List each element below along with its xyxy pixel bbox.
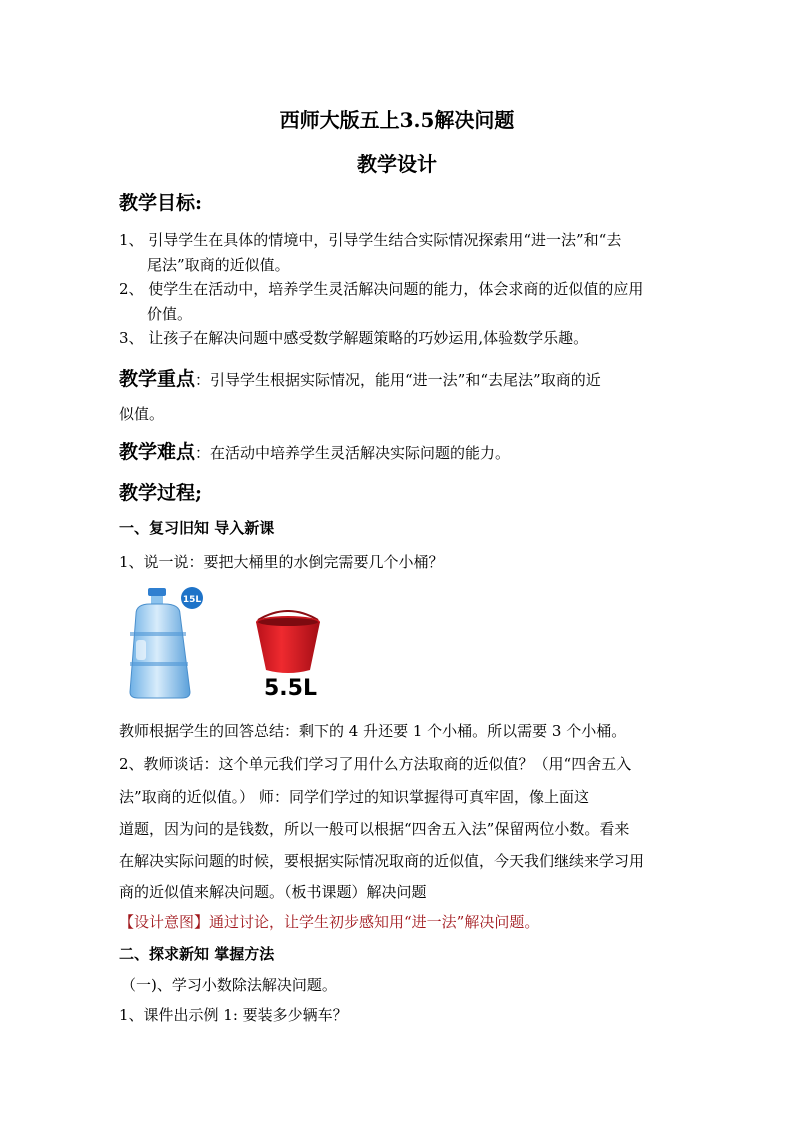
teacher-summary: 教师根据学生的回答总结：剩下的 4 升还要 1 个小桶。所以需要 3 个小桶。 (119, 722, 627, 740)
section1-title: 一、复习旧知 导入新课 (119, 519, 275, 537)
key-point-line1 (119, 364, 601, 391)
key-point-text: ：引导学生根据实际情况，能用“进一法”和“去尾法”取商的近 (195, 371, 601, 389)
objective-2-line2: 价值。 (147, 305, 193, 323)
difficulty-label: 教学难点 (119, 441, 196, 463)
document-subtitle: 教学设计 (357, 152, 437, 176)
process-heading: 教学过程; (119, 482, 203, 504)
objective-2-line1: 2、 使学生在活动中，培养学生灵活解决问题的能力，体会求商的近似值的应用 (119, 280, 644, 298)
key-point-line2: 似值。 (119, 405, 165, 423)
design-intent-line (119, 911, 539, 932)
talk-line-5: 商的近似值来解决问题。（板书课题）解决问题 (119, 883, 427, 901)
section2-title: 二、探求新知 掌握方法 (119, 945, 275, 963)
subsection-1: （一)、学习小数除法解决问题。 (121, 976, 337, 994)
objective-1-line1: 1、 引导学生在具体的情境中，引导学生结合实际情况探索用“进一法”和“去 (119, 231, 622, 249)
water-jug-image (128, 584, 208, 700)
talk-line-1: 2、教师谈话：这个单元我们学习了用什么方法取商的近似值？（用“四舍五入 (119, 755, 632, 773)
example-1: 1、课件出示例 1: 要装多少辆车？ (119, 1006, 348, 1024)
difficulty-line (119, 437, 510, 464)
question-1: 1、说一说：要把大桶里的水倒完需要几个小桶？ (119, 553, 444, 571)
objective-3: 3、 让孩子在解决问题中感受数学解题策略的巧妙运用,体验数学乐趣。 (119, 329, 589, 347)
talk-line-4: 在解决实际问题的时候，要根据实际情况取商的近似值，今天我们继续来学习用 (119, 852, 645, 870)
key-point-label: 教学重点 (119, 368, 196, 390)
objectives-heading: 教学目标: (119, 192, 203, 214)
difficulty-text: ：在活动中培养学生灵活解决实际问题的能力。 (195, 444, 511, 462)
design-intent-text: 通过讨论，让学生初步感知用“进一法”解决问题。 (209, 913, 540, 931)
talk-line-3: 道题，因为问的是钱数，所以一般可以根据“四舍五入法”保留两位小数。看来 (119, 820, 630, 838)
bucket-capacity-label: 5.5L (264, 676, 317, 701)
document-title: 西师大版五上3.5解决问题 (279, 108, 515, 132)
talk-line-2: 法”取商的近似值。） 师：同学们学过的知识掌握得可真牢固，像上面这 (119, 788, 589, 806)
objective-1-line2: 尾法”取商的近似值。 (147, 256, 290, 274)
red-bucket-image (252, 610, 324, 675)
design-intent-label: 【设计意图】 (119, 913, 210, 931)
jug-capacity-label: 15L (182, 595, 202, 605)
